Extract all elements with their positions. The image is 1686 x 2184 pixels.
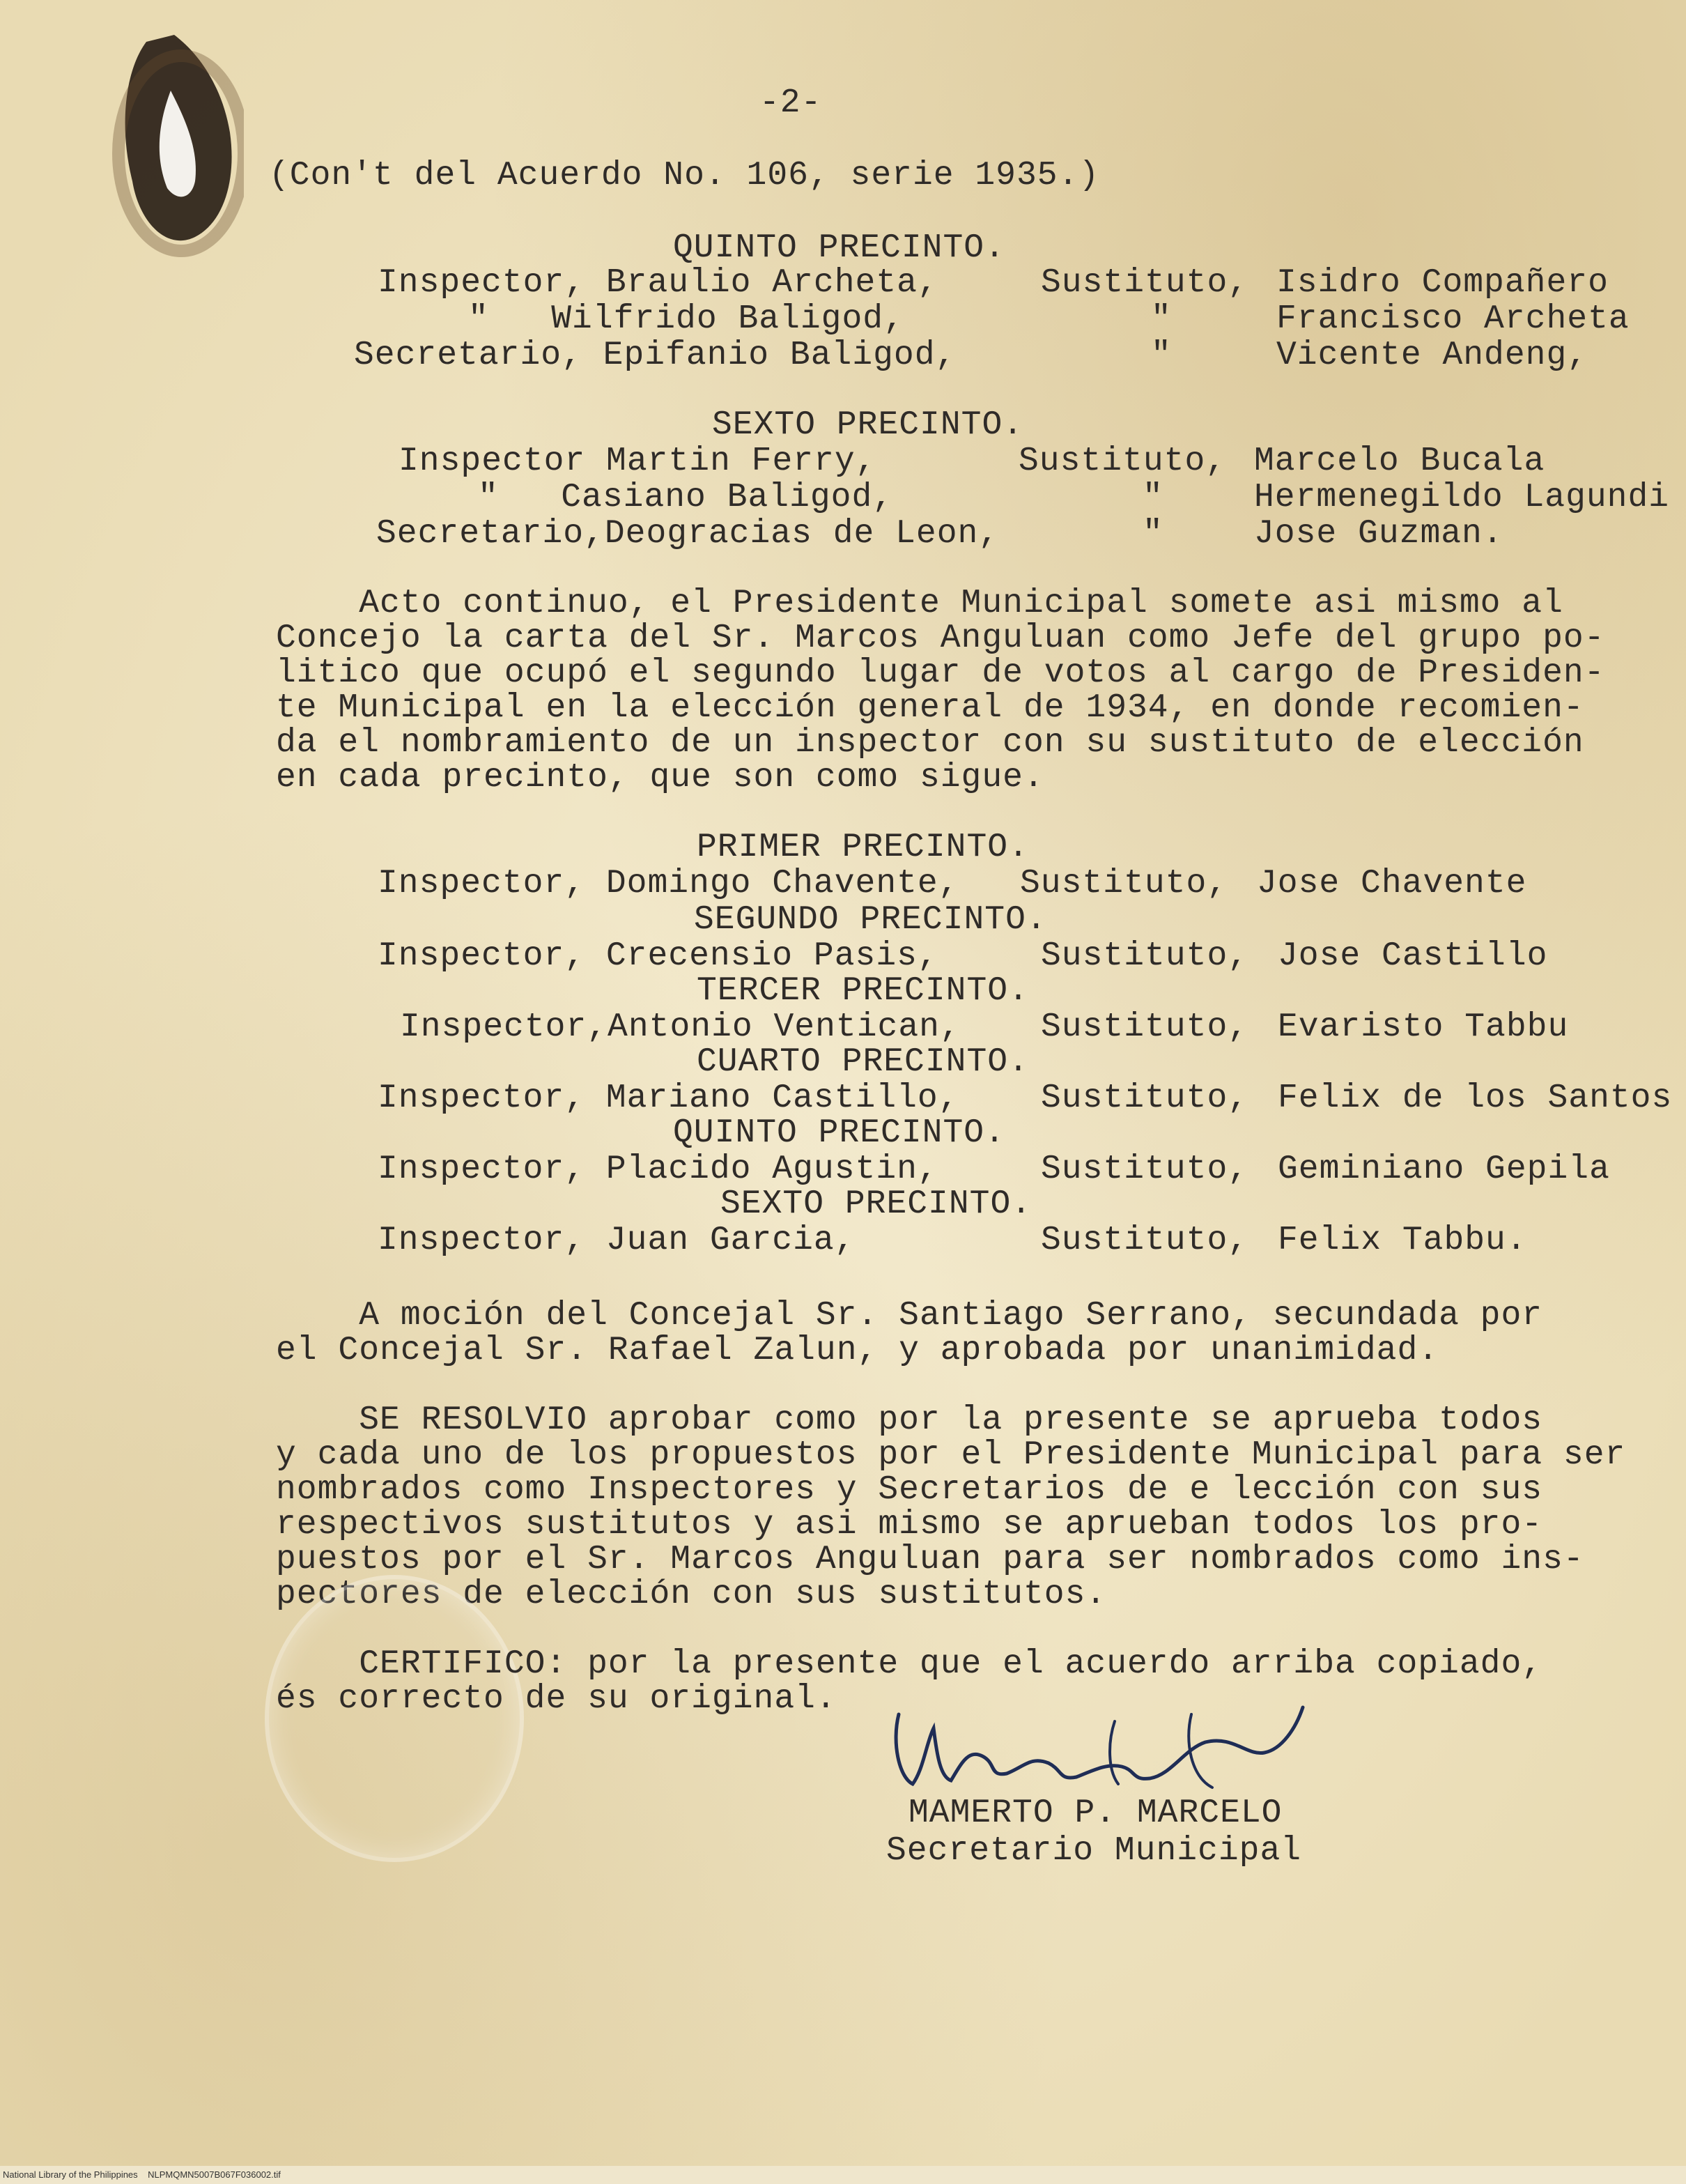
quinto-heading: QUINTO PRECINTO.	[673, 229, 1005, 267]
quinto-row-3-right: Vicente Andeng,	[1276, 337, 1588, 374]
segundo-right: Jose Castillo	[1278, 937, 1548, 975]
paragraph-3-line-2: y cada uno de los propuestos por el Presidente Municipal para ser	[276, 1436, 1626, 1474]
archive-footer-note: National Library of the Philippines NLPMQMN5007B067F036002.tif	[0, 2166, 1686, 2184]
sexto-opp-left: Inspector, Juan Garcia,	[378, 1222, 856, 1259]
cuarto-left: Inspector, Mariano Castillo,	[378, 1079, 959, 1117]
quinto-opp-heading: QUINTO PRECINTO.	[673, 1114, 1005, 1152]
quinto-row-1-left: Inspector, Braulio Archeta,	[378, 264, 938, 302]
sexto-row-1-right: Marcelo Bucala	[1254, 443, 1545, 480]
paragraph-1-line-4: te Municipal en la elección general de 1934, en donde recomien-	[276, 689, 1584, 727]
primer-left: Inspector, Domingo Chavente,	[378, 865, 959, 902]
paragraph-4-line-2: és correcto de su original.	[276, 1680, 837, 1718]
primer-heading: PRIMER PRECINTO.	[697, 829, 1029, 866]
quinto-row-2-right: Francisco Archeta	[1276, 300, 1630, 338]
segundo-heading: SEGUNDO PRECINTO.	[694, 901, 1047, 939]
page-number: -2-	[759, 84, 822, 122]
embossed-seal	[265, 1575, 524, 1862]
sexto-row-2-mid: "	[1143, 479, 1163, 516]
paragraph-1-line-5: da el nombramiento de un inspector con su sustituto de elección	[276, 724, 1584, 762]
paragraph-4-line-1: CERTIFICO: por la presente que el acuerdo arriba copiado,	[276, 1645, 1543, 1683]
quinto-opp-mid: Sustituto,	[1041, 1151, 1249, 1188]
paragraph-3-line-4: respectivos sustitutos y asi mismo se aprueban todos los pro-	[276, 1506, 1543, 1544]
cuarto-right: Felix de los Santos	[1278, 1079, 1673, 1117]
sexto-row-3-left: Secretario,Deogracias de Leon,	[376, 515, 1000, 553]
quinto-row-3-mid: "	[1151, 337, 1172, 374]
segundo-left: Inspector, Crecensio Pasis,	[378, 937, 938, 975]
cuarto-mid: Sustituto,	[1041, 1079, 1249, 1117]
tercer-left: Inspector,Antonio Ventican,	[400, 1008, 961, 1046]
segundo-mid: Sustituto,	[1041, 937, 1249, 975]
quinto-opp-right: Geminiano Gepila	[1278, 1151, 1610, 1188]
paragraph-3-line-1: SE RESOLVIO aprobar como por la presente se aprueba todos	[276, 1401, 1543, 1439]
sexto-row-1-mid: Sustituto,	[1019, 443, 1227, 480]
signer-title: Secretario Municipal	[886, 1832, 1302, 1870]
paragraph-2-line-1: A moción del Concejal Sr. Santiago Serrano, secundada por	[276, 1297, 1543, 1335]
sexto-row-3-right: Jose Guzman.	[1254, 515, 1503, 553]
sexto-opp-heading: SEXTO PRECINTO.	[720, 1185, 1033, 1223]
signer-name: MAMERTO P. MARCELO	[908, 1794, 1283, 1832]
paragraph-1-line-3: litico que ocupó el segundo lugar de votos al cargo de Presiden-	[276, 654, 1605, 692]
burn-mark	[105, 28, 244, 258]
sexto-row-3-mid: "	[1143, 515, 1163, 553]
sexto-opp-right: Felix Tabbu.	[1278, 1222, 1527, 1259]
sexto-row-2-right: Hermenegildo Lagundi	[1254, 479, 1670, 516]
paragraph-1-line-2: Concejo la carta del Sr. Marcos Anguluan como Jefe del grupo po-	[276, 620, 1605, 657]
quinto-row-3-left: Secretario, Epifanio Baligod,	[354, 337, 957, 374]
continuation-header: (Con't del Acuerdo No. 106, serie 1935.)	[269, 157, 1100, 194]
quinto-row-1-right: Isidro Compañero	[1276, 264, 1609, 302]
quinto-opp-left: Inspector, Placido Agustin,	[378, 1151, 938, 1188]
paragraph-3-line-3: nombrados como Inspectores y Secretarios de e lección con sus	[276, 1471, 1543, 1509]
tercer-heading: TERCER PRECINTO.	[697, 972, 1029, 1010]
quinto-row-1-mid: Sustituto,	[1041, 264, 1249, 302]
sexto-row-2-left: " Casiano Baligod,	[478, 479, 894, 516]
quinto-row-2-left: " Wilfrido Baligod,	[468, 300, 904, 338]
tercer-right: Evaristo Tabbu	[1278, 1008, 1569, 1046]
sexto-row-1-left: Inspector Martin Ferry,	[399, 443, 876, 480]
paragraph-2-line-2: el Concejal Sr. Rafael Zalun, y aprobada por unanimidad.	[276, 1332, 1439, 1369]
primer-right: Jose Chavente	[1257, 865, 1527, 902]
cuarto-heading: CUARTO PRECINTO.	[697, 1043, 1029, 1081]
paragraph-1-line-6: en cada precinto, que son como sigue.	[276, 759, 1044, 797]
primer-mid: Sustituto,	[1020, 865, 1228, 902]
paragraph-3-line-5: puestos por el Sr. Marcos Anguluan para ser nombrados como ins-	[276, 1541, 1584, 1578]
sexto-heading: SEXTO PRECINTO.	[712, 406, 1024, 444]
handwritten-signature	[885, 1700, 1317, 1805]
paragraph-3-line-6: pectores de elección con sus sustitutos.	[276, 1576, 1107, 1613]
sexto-opp-mid: Sustituto,	[1041, 1222, 1249, 1259]
quinto-row-2-mid: "	[1151, 300, 1172, 338]
paragraph-1-line-1: Acto continuo, el Presidente Municipal somete asi mismo al	[276, 585, 1563, 622]
tercer-mid: Sustituto,	[1041, 1008, 1249, 1046]
